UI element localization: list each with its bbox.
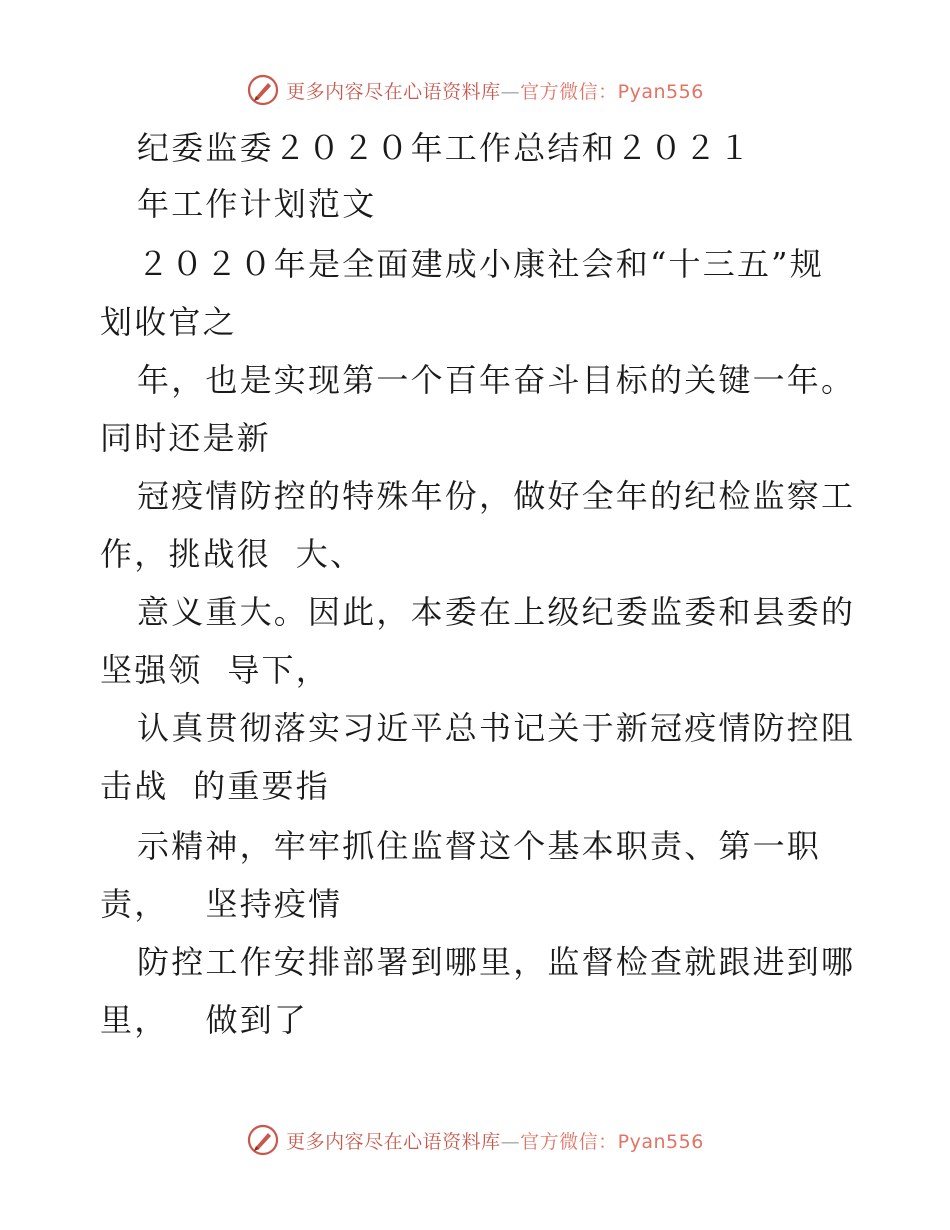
paragraph-line: 认真贯彻落实习近平总书记关于新冠疫情防控阻: [137, 709, 856, 747]
paragraph-line: 意义重大。因此，本委在上级纪委监委和县委的: [137, 593, 856, 631]
paragraph-line: 划收官之: [100, 303, 237, 341]
paragraph-line: 击战 的重要指: [100, 767, 330, 805]
watermark-site-text: 更多内容尽在心语资料库: [286, 1130, 501, 1153]
watermark-wechat-text: 官方微信：Pyan556: [520, 1130, 704, 1153]
watermark-text: [286, 1127, 704, 1154]
pen-circle-icon: [246, 1123, 280, 1157]
document-title-line: 年工作计划范文: [137, 185, 377, 223]
watermark-wechat-text: 官方微信：Pyan556: [520, 80, 704, 103]
paragraph-line: 里， 做到了: [100, 1001, 309, 1039]
paragraph-line: 冠疫情防控的特殊年份，做好全年的纪检监察工: [137, 477, 856, 515]
paragraph-line: 年，也是实现第一个百年奋斗目标的关键一年。: [137, 361, 856, 399]
paragraph-line: 坚强领 导下，: [100, 651, 330, 689]
paragraph-line: 作，挑战很 大、: [100, 535, 365, 573]
watermark-site-text: 更多内容尽在心语资料库: [286, 80, 501, 103]
paragraph-line: 责， 坚持疫情: [100, 885, 343, 923]
watermark-banner-bottom: [0, 1120, 950, 1160]
watermark-dash: —: [500, 80, 521, 103]
document-title-line: 纪委监委２０２０年工作总结和２０２１: [137, 129, 753, 167]
paragraph-line: 同时还是新: [100, 419, 272, 457]
watermark-dash: —: [500, 1130, 521, 1153]
paragraph-line: 防控工作安排部署到哪里，监督检查就跟进到哪: [137, 943, 856, 981]
paragraph-line: ２０２０年是全面建成小康社会和“十三五”规: [137, 245, 824, 283]
paragraph-line: 示精神，牢牢抓住监督这个基本职责、第一职: [137, 827, 822, 865]
